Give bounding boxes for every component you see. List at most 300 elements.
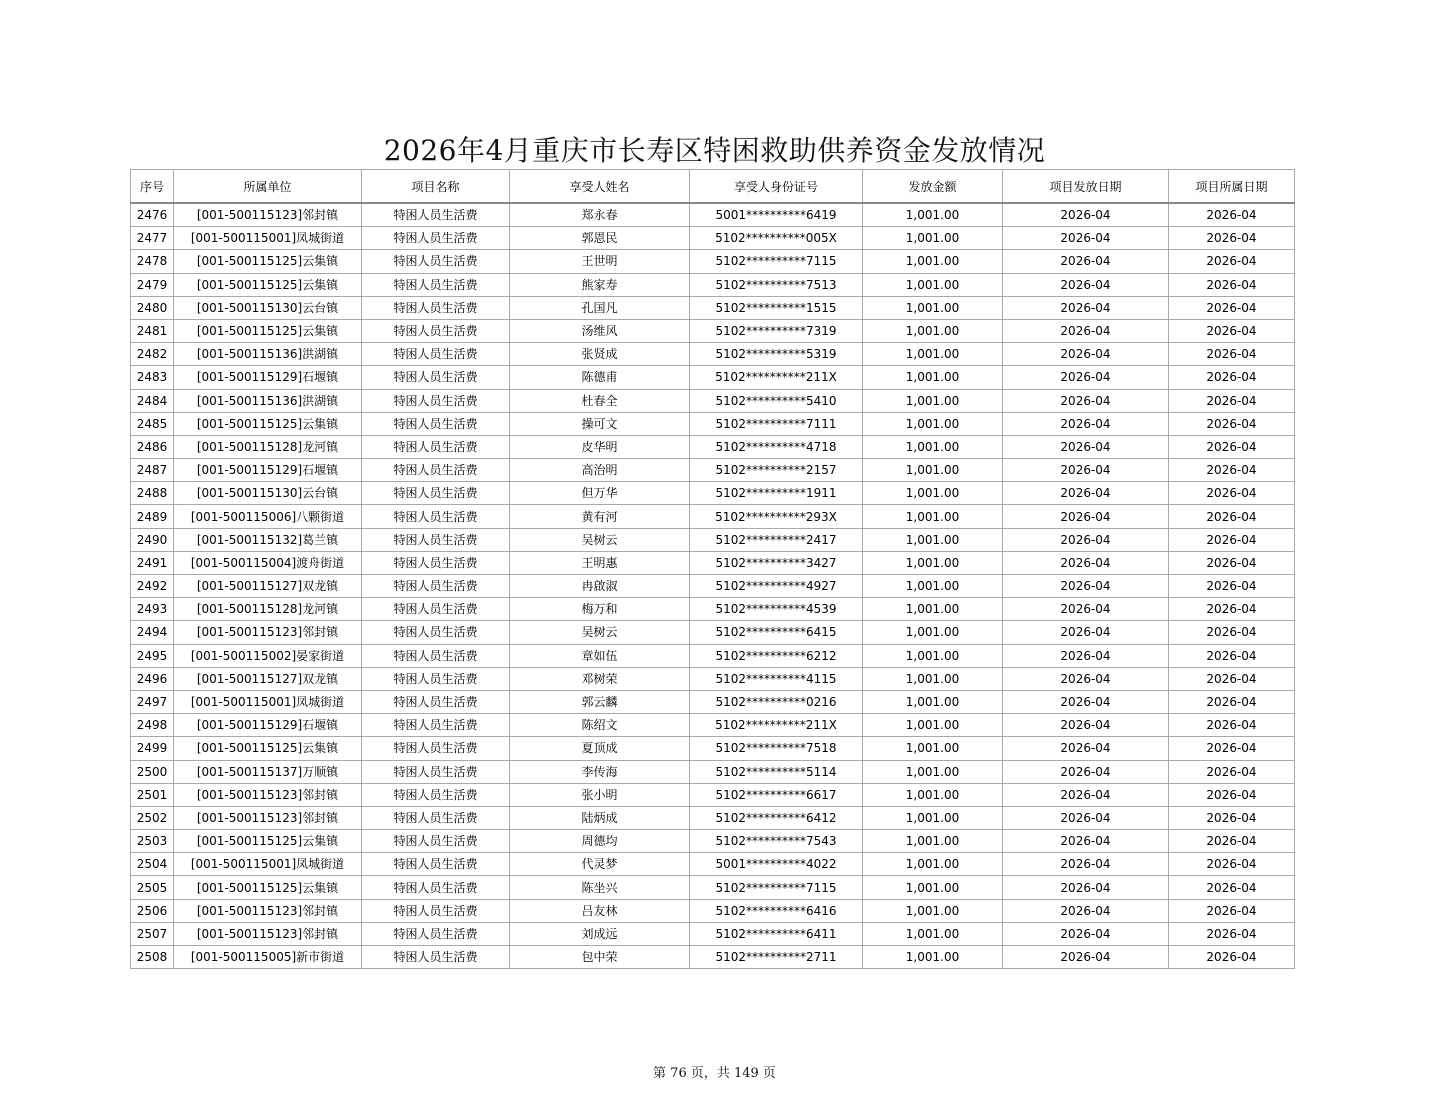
cell-unit: [001-500115004]渡舟街道	[174, 551, 362, 574]
cell-project: 特困人员生活费	[362, 482, 510, 505]
cell-seq: 2495	[131, 644, 174, 667]
cell-id: 5102**********5319	[690, 343, 863, 366]
cell-unit: [001-500115125]云集镇	[174, 319, 362, 342]
cell-project: 特困人员生活费	[362, 505, 510, 528]
cell-unit: [001-500115137]万顺镇	[174, 760, 362, 783]
cell-seq: 2497	[131, 690, 174, 713]
cell-amount: 1,001.00	[863, 644, 1003, 667]
table-row	[131, 575, 1295, 598]
cell-seq: 2508	[131, 946, 174, 969]
cell-project: 特困人员生活费	[362, 830, 510, 853]
table-row	[131, 203, 1295, 227]
cell-name: 张小明	[510, 783, 690, 806]
cell-belong-date: 2026-04	[1169, 876, 1295, 899]
cell-unit: [001-500115005]新市街道	[174, 946, 362, 969]
cell-belong-date: 2026-04	[1169, 389, 1295, 412]
table-row	[131, 667, 1295, 690]
cell-id: 5102**********6415	[690, 621, 863, 644]
table-row	[131, 876, 1295, 899]
cell-amount: 1,001.00	[863, 319, 1003, 342]
cell-id: 5102**********005X	[690, 227, 863, 250]
cell-unit: [001-500115123]邻封镇	[174, 806, 362, 829]
cell-issue-date: 2026-04	[1003, 946, 1169, 969]
cell-id: 5102**********7115	[690, 876, 863, 899]
header-belong-date: 项目所属日期	[1169, 170, 1295, 204]
cell-seq: 2494	[131, 621, 174, 644]
cell-project: 特困人员生活费	[362, 343, 510, 366]
cell-name: 章如伍	[510, 644, 690, 667]
cell-seq: 2496	[131, 667, 174, 690]
cell-seq: 2502	[131, 806, 174, 829]
cell-project: 特困人员生活费	[362, 459, 510, 482]
cell-id: 5102**********0216	[690, 690, 863, 713]
cell-project: 特困人员生活费	[362, 296, 510, 319]
cell-amount: 1,001.00	[863, 459, 1003, 482]
cell-project: 特困人员生活费	[362, 690, 510, 713]
cell-amount: 1,001.00	[863, 250, 1003, 273]
cell-name: 陆炳成	[510, 806, 690, 829]
table-row	[131, 830, 1295, 853]
cell-unit: [001-500115128]龙河镇	[174, 435, 362, 458]
cell-project: 特困人员生活费	[362, 575, 510, 598]
cell-name: 包中荣	[510, 946, 690, 969]
cell-id: 5102**********7319	[690, 319, 863, 342]
cell-seq: 2493	[131, 598, 174, 621]
cell-belong-date: 2026-04	[1169, 412, 1295, 435]
cell-id: 5102**********7111	[690, 412, 863, 435]
cell-amount: 1,001.00	[863, 412, 1003, 435]
cell-amount: 1,001.00	[863, 714, 1003, 737]
cell-unit: [001-500115123]邻封镇	[174, 922, 362, 945]
cell-project: 特困人员生活费	[362, 644, 510, 667]
cell-belong-date: 2026-04	[1169, 853, 1295, 876]
cell-name: 王世明	[510, 250, 690, 273]
cell-seq: 2477	[131, 227, 174, 250]
cell-issue-date: 2026-04	[1003, 459, 1169, 482]
cell-name: 陈德甫	[510, 366, 690, 389]
cell-name: 王明惠	[510, 551, 690, 574]
cell-project: 特困人员生活费	[362, 806, 510, 829]
table-row	[131, 551, 1295, 574]
cell-issue-date: 2026-04	[1003, 482, 1169, 505]
cell-id: 5102**********6617	[690, 783, 863, 806]
cell-belong-date: 2026-04	[1169, 667, 1295, 690]
cell-issue-date: 2026-04	[1003, 598, 1169, 621]
table-row	[131, 853, 1295, 876]
cell-seq: 2484	[131, 389, 174, 412]
cell-seq: 2492	[131, 575, 174, 598]
cell-project: 特困人员生活费	[362, 783, 510, 806]
cell-belong-date: 2026-04	[1169, 899, 1295, 922]
cell-amount: 1,001.00	[863, 343, 1003, 366]
cell-issue-date: 2026-04	[1003, 737, 1169, 760]
cell-amount: 1,001.00	[863, 389, 1003, 412]
cell-issue-date: 2026-04	[1003, 551, 1169, 574]
cell-belong-date: 2026-04	[1169, 227, 1295, 250]
cell-project: 特困人员生活费	[362, 250, 510, 273]
table-row	[131, 250, 1295, 273]
cell-seq: 2505	[131, 876, 174, 899]
cell-id: 5102**********7518	[690, 737, 863, 760]
cell-id: 5102**********7115	[690, 250, 863, 273]
cell-amount: 1,001.00	[863, 227, 1003, 250]
table-row	[131, 783, 1295, 806]
cell-project: 特困人员生活费	[362, 737, 510, 760]
cell-amount: 1,001.00	[863, 203, 1003, 227]
cell-issue-date: 2026-04	[1003, 853, 1169, 876]
cell-issue-date: 2026-04	[1003, 227, 1169, 250]
cell-id: 5102**********1515	[690, 296, 863, 319]
cell-project: 特困人员生活费	[362, 853, 510, 876]
cell-belong-date: 2026-04	[1169, 690, 1295, 713]
cell-issue-date: 2026-04	[1003, 830, 1169, 853]
cell-belong-date: 2026-04	[1169, 598, 1295, 621]
cell-seq: 2478	[131, 250, 174, 273]
table-row	[131, 806, 1295, 829]
cell-project: 特困人员生活费	[362, 412, 510, 435]
cell-name: 梅万和	[510, 598, 690, 621]
cell-id: 5102**********2157	[690, 459, 863, 482]
cell-issue-date: 2026-04	[1003, 783, 1169, 806]
cell-issue-date: 2026-04	[1003, 296, 1169, 319]
cell-unit: [001-500115127]双龙镇	[174, 575, 362, 598]
cell-name: 郭云麟	[510, 690, 690, 713]
cell-name: 操可文	[510, 412, 690, 435]
cell-amount: 1,001.00	[863, 505, 1003, 528]
cell-project: 特困人员生活费	[362, 273, 510, 296]
cell-seq: 2483	[131, 366, 174, 389]
cell-id: 5102**********6411	[690, 922, 863, 945]
cell-id: 5001**********4022	[690, 853, 863, 876]
cell-seq: 2498	[131, 714, 174, 737]
cell-unit: [001-500115130]云台镇	[174, 482, 362, 505]
cell-name: 皮华明	[510, 435, 690, 458]
cell-seq: 2489	[131, 505, 174, 528]
header-name: 享受人姓名	[510, 170, 690, 204]
cell-id: 5102**********3427	[690, 551, 863, 574]
cell-belong-date: 2026-04	[1169, 459, 1295, 482]
cell-unit: [001-500115001]凤城街道	[174, 690, 362, 713]
cell-amount: 1,001.00	[863, 575, 1003, 598]
cell-amount: 1,001.00	[863, 621, 1003, 644]
cell-name: 吕友林	[510, 899, 690, 922]
cell-unit: [001-500115123]邻封镇	[174, 203, 362, 227]
cell-issue-date: 2026-04	[1003, 575, 1169, 598]
cell-issue-date: 2026-04	[1003, 922, 1169, 945]
cell-unit: [001-500115123]邻封镇	[174, 899, 362, 922]
cell-issue-date: 2026-04	[1003, 319, 1169, 342]
cell-issue-date: 2026-04	[1003, 366, 1169, 389]
cell-issue-date: 2026-04	[1003, 273, 1169, 296]
cell-belong-date: 2026-04	[1169, 946, 1295, 969]
table-row	[131, 273, 1295, 296]
header-unit: 所属单位	[174, 170, 362, 204]
cell-project: 特困人员生活费	[362, 435, 510, 458]
cell-amount: 1,001.00	[863, 853, 1003, 876]
cell-amount: 1,001.00	[863, 296, 1003, 319]
cell-unit: [001-500115125]云集镇	[174, 412, 362, 435]
cell-unit: [001-500115125]云集镇	[174, 250, 362, 273]
cell-issue-date: 2026-04	[1003, 412, 1169, 435]
table-row	[131, 946, 1295, 969]
cell-amount: 1,001.00	[863, 482, 1003, 505]
table-row	[131, 644, 1295, 667]
cell-project: 特困人员生活费	[362, 760, 510, 783]
cell-seq: 2487	[131, 459, 174, 482]
cell-seq: 2506	[131, 899, 174, 922]
cell-issue-date: 2026-04	[1003, 714, 1169, 737]
cell-belong-date: 2026-04	[1169, 575, 1295, 598]
cell-project: 特困人员生活费	[362, 899, 510, 922]
cell-belong-date: 2026-04	[1169, 760, 1295, 783]
cell-seq: 2485	[131, 412, 174, 435]
cell-id: 5102**********2417	[690, 528, 863, 551]
cell-belong-date: 2026-04	[1169, 482, 1295, 505]
cell-belong-date: 2026-04	[1169, 250, 1295, 273]
cell-issue-date: 2026-04	[1003, 621, 1169, 644]
cell-seq: 2490	[131, 528, 174, 551]
table-row	[131, 714, 1295, 737]
table-row	[131, 296, 1295, 319]
cell-amount: 1,001.00	[863, 551, 1003, 574]
cell-seq: 2481	[131, 319, 174, 342]
table-row	[131, 922, 1295, 945]
cell-name: 邓树荣	[510, 667, 690, 690]
cell-id: 5102**********5410	[690, 389, 863, 412]
cell-amount: 1,001.00	[863, 435, 1003, 458]
cell-project: 特困人员生活费	[362, 528, 510, 551]
cell-unit: [001-500115001]凤城街道	[174, 853, 362, 876]
cell-unit: [001-500115132]葛兰镇	[174, 528, 362, 551]
table-row	[131, 528, 1295, 551]
table-row	[131, 737, 1295, 760]
table-row	[131, 760, 1295, 783]
cell-unit: [001-500115123]邻封镇	[174, 621, 362, 644]
cell-name: 陈绍文	[510, 714, 690, 737]
cell-unit: [001-500115006]八颗街道	[174, 505, 362, 528]
cell-seq: 2491	[131, 551, 174, 574]
cell-project: 特困人员生活费	[362, 946, 510, 969]
cell-issue-date: 2026-04	[1003, 505, 1169, 528]
cell-amount: 1,001.00	[863, 876, 1003, 899]
cell-issue-date: 2026-04	[1003, 250, 1169, 273]
table-row	[131, 482, 1295, 505]
cell-unit: [001-500115125]云集镇	[174, 876, 362, 899]
cell-id: 5102**********211X	[690, 714, 863, 737]
cell-unit: [001-500115130]云台镇	[174, 296, 362, 319]
cell-issue-date: 2026-04	[1003, 667, 1169, 690]
cell-name: 郭恩民	[510, 227, 690, 250]
cell-unit: [001-500115129]石堰镇	[174, 366, 362, 389]
payment-table	[130, 169, 1295, 969]
cell-project: 特困人员生活费	[362, 389, 510, 412]
table-header-row	[131, 170, 1295, 204]
cell-project: 特困人员生活费	[362, 621, 510, 644]
cell-name: 郑永春	[510, 203, 690, 227]
cell-issue-date: 2026-04	[1003, 203, 1169, 227]
cell-name: 李传海	[510, 760, 690, 783]
cell-amount: 1,001.00	[863, 528, 1003, 551]
cell-issue-date: 2026-04	[1003, 760, 1169, 783]
cell-issue-date: 2026-04	[1003, 435, 1169, 458]
cell-belong-date: 2026-04	[1169, 273, 1295, 296]
cell-seq: 2482	[131, 343, 174, 366]
cell-unit: [001-500115001]凤城街道	[174, 227, 362, 250]
cell-id: 5001**********6419	[690, 203, 863, 227]
table-row	[131, 690, 1295, 713]
cell-id: 5102**********6412	[690, 806, 863, 829]
cell-seq: 2488	[131, 482, 174, 505]
cell-amount: 1,001.00	[863, 946, 1003, 969]
table-row	[131, 412, 1295, 435]
cell-project: 特困人员生活费	[362, 203, 510, 227]
cell-belong-date: 2026-04	[1169, 714, 1295, 737]
cell-amount: 1,001.00	[863, 598, 1003, 621]
cell-id: 5102**********1911	[690, 482, 863, 505]
cell-name: 吴树云	[510, 621, 690, 644]
cell-belong-date: 2026-04	[1169, 737, 1295, 760]
cell-name: 周德均	[510, 830, 690, 853]
cell-name: 汤维风	[510, 319, 690, 342]
cell-amount: 1,001.00	[863, 273, 1003, 296]
cell-belong-date: 2026-04	[1169, 366, 1295, 389]
cell-issue-date: 2026-04	[1003, 899, 1169, 922]
cell-belong-date: 2026-04	[1169, 806, 1295, 829]
header-project: 项目名称	[362, 170, 510, 204]
cell-id: 5102**********4927	[690, 575, 863, 598]
cell-name: 冉啟淑	[510, 575, 690, 598]
cell-seq: 2503	[131, 830, 174, 853]
cell-project: 特困人员生活费	[362, 319, 510, 342]
cell-unit: [001-500115002]晏家街道	[174, 644, 362, 667]
cell-issue-date: 2026-04	[1003, 644, 1169, 667]
cell-amount: 1,001.00	[863, 667, 1003, 690]
cell-name: 但万华	[510, 482, 690, 505]
cell-name: 熊家寿	[510, 273, 690, 296]
cell-belong-date: 2026-04	[1169, 528, 1295, 551]
header-issue-date: 项目发放日期	[1003, 170, 1169, 204]
table-row	[131, 621, 1295, 644]
cell-unit: [001-500115125]云集镇	[174, 273, 362, 296]
cell-project: 特困人员生活费	[362, 598, 510, 621]
cell-belong-date: 2026-04	[1169, 343, 1295, 366]
cell-seq: 2504	[131, 853, 174, 876]
cell-project: 特困人员生活费	[362, 876, 510, 899]
table-row	[131, 343, 1295, 366]
cell-unit: [001-500115129]石堰镇	[174, 714, 362, 737]
cell-issue-date: 2026-04	[1003, 806, 1169, 829]
table-row	[131, 899, 1295, 922]
cell-project: 特困人员生活费	[362, 227, 510, 250]
cell-id: 5102**********211X	[690, 366, 863, 389]
cell-amount: 1,001.00	[863, 783, 1003, 806]
cell-belong-date: 2026-04	[1169, 922, 1295, 945]
cell-id: 5102**********5114	[690, 760, 863, 783]
cell-id: 5102**********2711	[690, 946, 863, 969]
cell-issue-date: 2026-04	[1003, 876, 1169, 899]
cell-amount: 1,001.00	[863, 830, 1003, 853]
cell-name: 代灵梦	[510, 853, 690, 876]
table-row	[131, 319, 1295, 342]
cell-amount: 1,001.00	[863, 806, 1003, 829]
cell-seq: 2480	[131, 296, 174, 319]
cell-amount: 1,001.00	[863, 690, 1003, 713]
cell-name: 黄有河	[510, 505, 690, 528]
cell-belong-date: 2026-04	[1169, 435, 1295, 458]
table-row	[131, 505, 1295, 528]
cell-seq: 2479	[131, 273, 174, 296]
cell-issue-date: 2026-04	[1003, 389, 1169, 412]
cell-amount: 1,001.00	[863, 760, 1003, 783]
cell-unit: [001-500115136]洪湖镇	[174, 343, 362, 366]
cell-id: 5102**********6212	[690, 644, 863, 667]
cell-belong-date: 2026-04	[1169, 644, 1295, 667]
cell-unit: [001-500115125]云集镇	[174, 737, 362, 760]
cell-amount: 1,001.00	[863, 737, 1003, 760]
cell-issue-date: 2026-04	[1003, 343, 1169, 366]
cell-project: 特困人员生活费	[362, 366, 510, 389]
cell-issue-date: 2026-04	[1003, 528, 1169, 551]
table-row	[131, 227, 1295, 250]
cell-project: 特困人员生活费	[362, 922, 510, 945]
cell-amount: 1,001.00	[863, 922, 1003, 945]
cell-name: 杜春全	[510, 389, 690, 412]
cell-amount: 1,001.00	[863, 366, 1003, 389]
cell-unit: [001-500115127]双龙镇	[174, 667, 362, 690]
cell-name: 陈坐兴	[510, 876, 690, 899]
cell-issue-date: 2026-04	[1003, 690, 1169, 713]
cell-name: 吴树云	[510, 528, 690, 551]
cell-belong-date: 2026-04	[1169, 319, 1295, 342]
cell-name: 夏顶成	[510, 737, 690, 760]
cell-belong-date: 2026-04	[1169, 296, 1295, 319]
table-row	[131, 435, 1295, 458]
cell-seq: 2486	[131, 435, 174, 458]
table-body	[131, 203, 1295, 969]
cell-unit: [001-500115129]石堰镇	[174, 459, 362, 482]
cell-seq: 2476	[131, 203, 174, 227]
cell-id: 5102**********7513	[690, 273, 863, 296]
cell-name: 高治明	[510, 459, 690, 482]
table-row	[131, 459, 1295, 482]
cell-belong-date: 2026-04	[1169, 783, 1295, 806]
cell-id: 5102**********4539	[690, 598, 863, 621]
cell-project: 特困人员生活费	[362, 551, 510, 574]
cell-belong-date: 2026-04	[1169, 505, 1295, 528]
cell-belong-date: 2026-04	[1169, 551, 1295, 574]
cell-project: 特困人员生活费	[362, 667, 510, 690]
table-row	[131, 389, 1295, 412]
cell-name: 孔国凡	[510, 296, 690, 319]
cell-seq: 2500	[131, 760, 174, 783]
cell-unit: [001-500115123]邻封镇	[174, 783, 362, 806]
cell-name: 张贤成	[510, 343, 690, 366]
cell-seq: 2501	[131, 783, 174, 806]
cell-seq: 2507	[131, 922, 174, 945]
header-amount: 发放金额	[863, 170, 1003, 204]
table-row	[131, 598, 1295, 621]
cell-unit: [001-500115136]洪湖镇	[174, 389, 362, 412]
page-footer: 第 76 页，共 149 页	[653, 1066, 776, 1081]
cell-id: 5102**********6416	[690, 899, 863, 922]
cell-id: 5102**********4718	[690, 435, 863, 458]
cell-belong-date: 2026-04	[1169, 621, 1295, 644]
cell-id: 5102**********293X	[690, 505, 863, 528]
cell-seq: 2499	[131, 737, 174, 760]
cell-belong-date: 2026-04	[1169, 830, 1295, 853]
cell-id: 5102**********4115	[690, 667, 863, 690]
cell-project: 特困人员生活费	[362, 714, 510, 737]
